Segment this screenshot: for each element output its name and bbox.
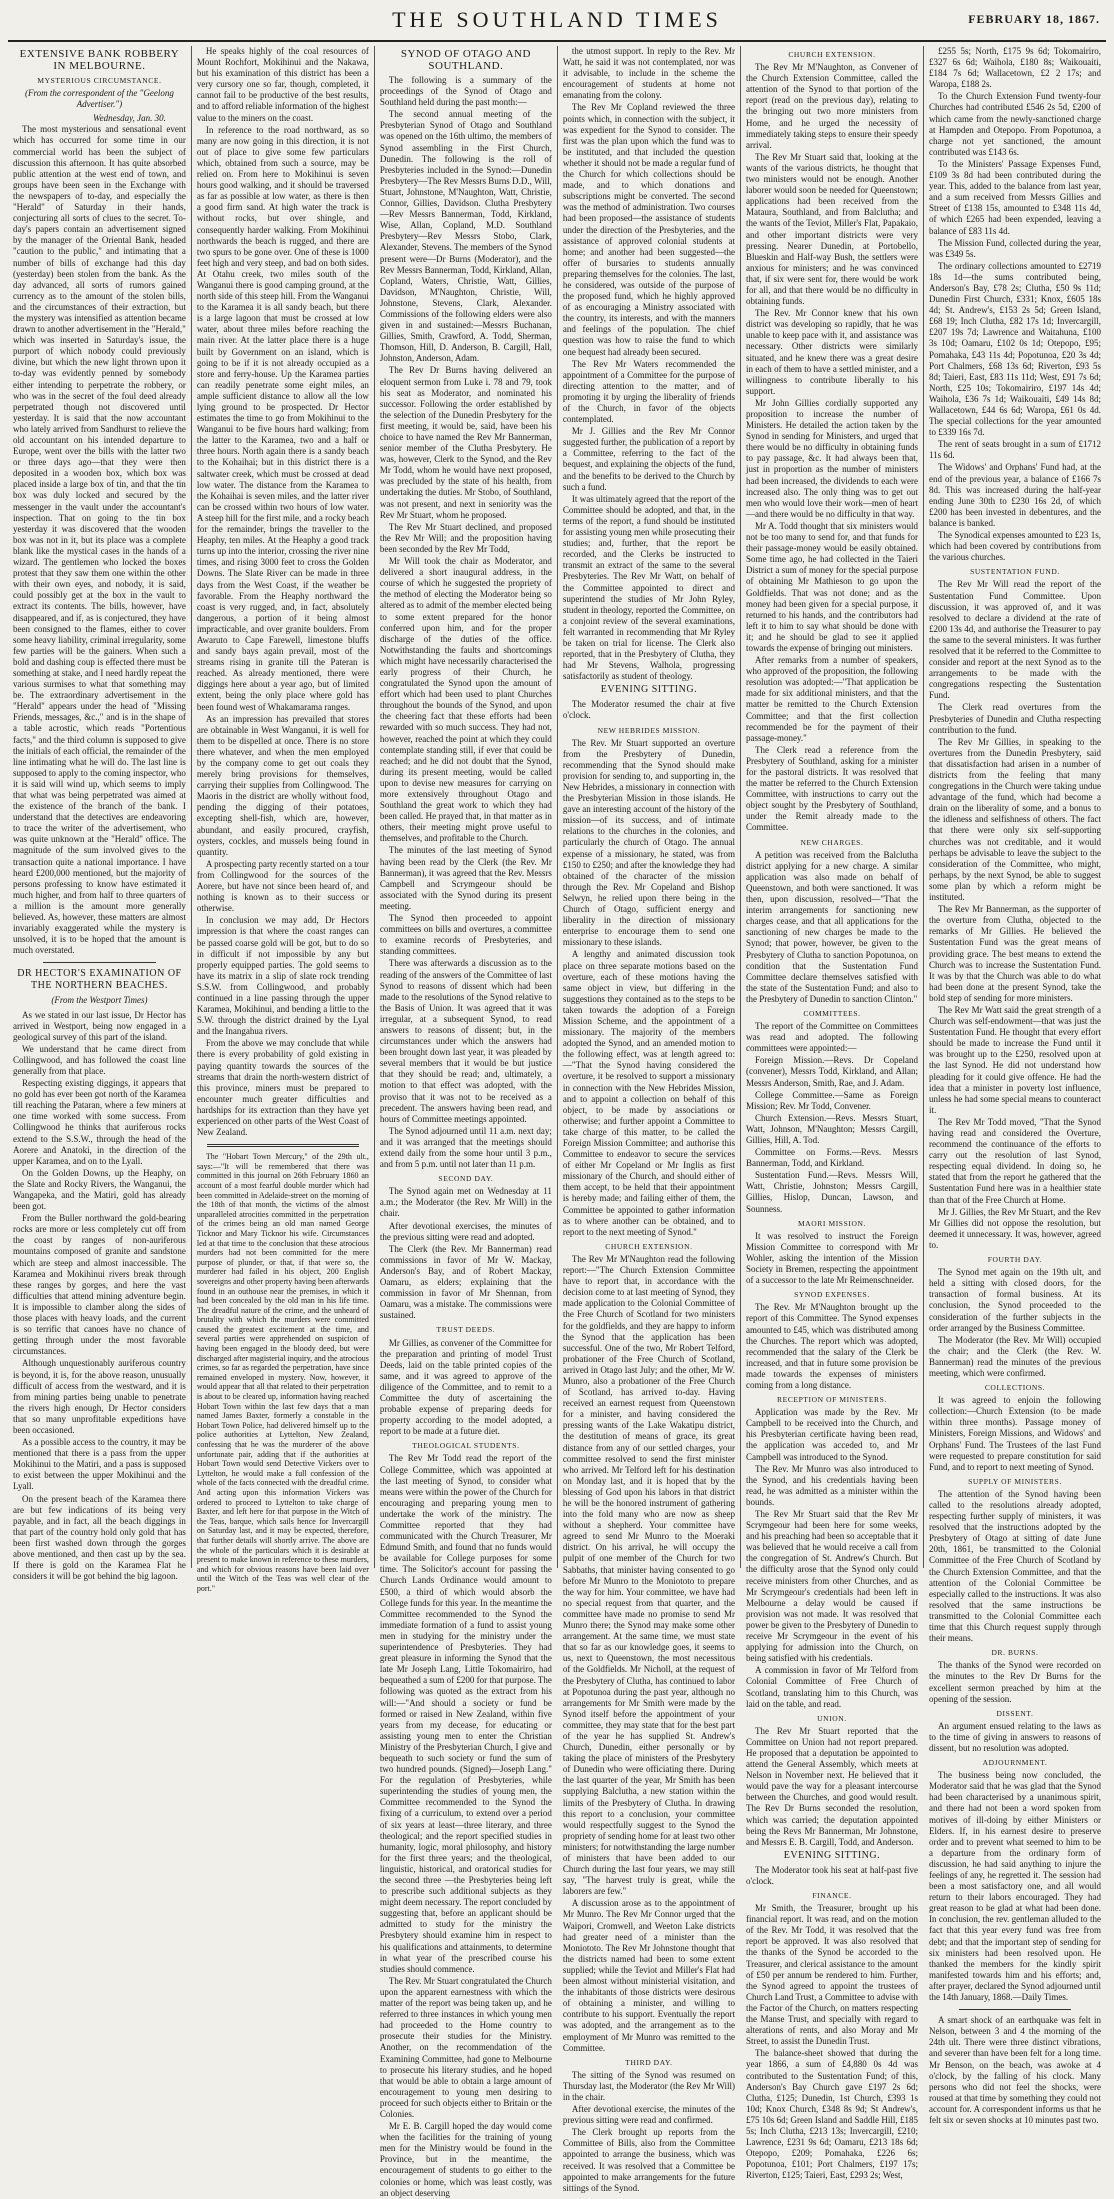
column-2: [191, 46, 374, 1593]
paragraph: The Synod adjourned until 11 a.m. next day; and it was arranged that the meetings should extend daily from the some hour until 3 p.m., and from 5 p.m. until not later than 11 p.m.: [379, 1125, 552, 1170]
paragraph: The Rev Mr Stuart said that, looking at the wants of the various districts, he thought that two ministers would not be enough. Another laborer would soon be needed for Queenstown; applications had been received from the Mataura, Southland, and from Balclutha; and the wants of the Teviot, Miller's Flat, Papakaio, and other important districts were very pressing. Nearer Dunedin, at Portobello, Blueskin and Half-way Bush, the settlers were anxious for ministers; and he was convinced that, if six were sent for, there would be work for all, and that there would be no difficulty in obtaining funds.: [745, 151, 918, 307]
section-subheading: SYNOD EXPENSES.: [794, 1290, 870, 1300]
divider: [959, 2009, 1071, 2010]
article-heading: SYNOD OF OTAGO AND SOUTHLAND.: [400, 48, 531, 72]
paragraph: Mr J. Gillies, the Rev Mr Stuart, and the Rev Mr Gillies did not oppose the resolution, but deemed it unnecessary. It was, however, agreed to.: [928, 1206, 1102, 1250]
paragraph: The Synod again met on Wednesday at 11 a.m.; the Moderator (the Rev. Mr Will) in the chair.: [379, 1186, 552, 1219]
column-4: [557, 46, 740, 2193]
paragraph: The Clerk read a reference from the Presbytery of Southland, asking for a minister for the pastoral districts. It was resolved that the matter be referred to the Church Extension Committee, with instructions to carry out the object sought by the Presbytery of Southland, under the Remit already made to the Committee.: [745, 744, 918, 833]
paragraph: The Synod met again on the 19th ult, and held a sitting with closed doors, for the transaction of formal business. At its conclusion, the Synod proceeded to the consideration of the further subjects in the order arranged by the Business Committee.: [928, 1267, 1102, 1333]
paragraph: The Synod then proceeded to appoint committees on bills and overtures, a committee to examine records of Presbyteries, and standing committees.: [379, 913, 552, 957]
paragraph: The Rev. Mr M'Naughton brought up the report of this Committee. The Synod expenses amounted to £45, which was distributed among the Churches. The report which was adopted, recommended that the salary of the Clerk be increased, and that in future some provision be made towards the expenses of ministers coming from a long distance.: [745, 1302, 918, 1390]
paragraph: Mr Smith, the Treasurer, brought up his financial report. It was read, and on the motion of the Rev. Mr Todd, it was resolved that the report be approved. It was also resolved that the thanks of the Synod be accorded to the Treasurer, and clerical assistance to the amount of £50 per annum be rendered to him. Further, the Synod agreed to appoint the trustees of Church Land Trust, a Committee to advise with the Factor of the Church, on matters respecting the Manse Trust, and specially with regard to alterations of rents, and also Moray and Mr Street, to assist the Dunedin Trust.: [745, 1903, 918, 2047]
article-heading: EXTENSIVE BANK ROBBERY IN MELBOURNE.: [19, 48, 180, 72]
paragraph: The Rev. Mr Munro was also introduced to the Synod, and his credentials having been read, he was admitted as a minister within the bounds.: [745, 1463, 918, 1507]
paragraph: The most mysterious and sensational event which has occurred for some time in our commercial world has been the subject of discussion this afternoon. It has quite absorbed public attention at the west end of town, and groups have been seen in the Exchange with the newspapers of to-day, and especially the "Herald" of Saturday in their hands, conjecturing all sorts of clues to the secret. To-day's papers contain an advertisement signed by the manager of the Oriental Bank, headed "caution to the public," and intimating that a number of bills of exchange had this day (yesterday) been stolen from the bank. As the day advanced, all sorts of rumors gained currency as to the amount of the stolen bills, and the circumstances of their extraction, but the mystery was intensified as attention became drawn to another advertisement in the "Herald," which was inserted in Saturday's issue, the purport of which nobody could previously divine, but which the new light thrown upon it to-day was evidently penned by somebody either intending to perpetrate the robbery, or who was in the secret of the foul deed already perpetrated though not discovered until yesterday. It is said that the now accountant who lately arrived from Sandhurst to relieve the old accountant on his intended departure to Europe, went over the bills with the latter two or three days ago—that they were then deposited in a wooden box, which box was placed inside a large box of tin, and that the tin box was duly locked and secured by the messenger in the vault under the accountant's inspection. That on going to the tin box yesterday it was discovered that the wooden box was not in it, but its place was a complete blank like the mystical cases in the hands of a wizard. The gentlemen who locked the boxes protest that they saw them one within the other with their own eyes, and nobody, it is said, could possibly get at the box in the vault to extract its contents. The bills, however, have disappeared, and if, as is conjectured, they have been consigned to the flames, either to cover some heavy liability, criminal irregularity, some few parties will be the gainers. When such a bold and dashing coup is effected there must be something at stake, and I need hardly repeat the various surmises to what that something may be. The extraordinary advertisement in the "Herald" appears under the head of "Missing Friends, messages, &c.," and is in the shape of a table acrostic, which reads "Portentious facts," and the third column is supposed to give the initials of each official, the remainder of the line intimating what he will do. The last line is supposed to apply to the coming inspector, who it is said will wind up, which seems to imply that what was being perpetrated was aimed at the existence of the branch of the bank. I understand that the detectives are endeavoring to trace the writer of the advertisement, who was quite unknown at the "Herald" office. The magnitude of the sum involved gives to the transaction quite a national importance. I have heard £200,000 mentioned, but the majority of persons professing to know have estimated it much higher, and from half to three quarters of a million is the amount more generally believed. As, however, these matters are almost invariably exaggerated while the mystery is unsolved, it is to be hoped that the amount is much overstated.: [13, 124, 186, 956]
paragraph: As an impression has prevailed that stores are obtainable in West Wanganui, it is well for them to be dispelled at once. There is no store there whatever, and when the men employed by the company come to get out coals they merely bring provisions for themselves, carrying their supplies from Collingwood. The Maoris in the district are wholly without food, pending the digging of their potatoes, excepting shell-fish, which are, however, abundant, and easily procured, crayfish, oysters, cockles, and mussels being found in quantity.: [196, 713, 369, 857]
divider: [43, 962, 156, 963]
paragraph: The Clerk read overtures from the Presbyteries of Dunedin and Clutha respecting contribution to the fund.: [928, 702, 1102, 735]
section-subheading: COLLECTIONS.: [984, 1383, 1046, 1393]
paragraph: A smart shock of an earthquake was felt in Nelson, between 3 and 4 the morning of the 24th ult. There were three distinct vibrations, and severer than have been felt for a long time. Mr Benson, on the beach, was awoke at 4 o'clock, by the falling of his clock. Many persons who did not feel the shocks, were roused at that time by something they could not account for. A correspondent informs us that he felt six or seven shocks at 10 minutes past two.: [928, 2015, 1102, 2125]
paragraph: From the above we may conclude that while there is every probability of gold existing in paying quantity towards the sources of the streams that drain the north-western district of this province, miners must be prepared to encounter much greater difficulties and hardships for its extraction than they have yet experienced on other parts of the West Coast of New Zealand.: [196, 1038, 369, 1138]
paragraph: The Widows' and Orphans' Fund had, at the end of the previous year, a balance of £166 7s 8d. This was increased during the half-year ending June 30th to £230 16s 2d, of which £200 has been invested in debentures, and the balance is banked.: [928, 462, 1102, 528]
paragraph: In conclusion we may add, Dr Hectors impression is that where the coast ranges can be passed coarse gold will be got, but to do so in difficult if not impossible by any but properly equipped parties. The gold seems to have its matrix in a slip of slate rock trending S.S.W. from Collingwood, and probably continued in a line passing through the upper Karamea, Mokihinui, and bending a little to the S.W. through the district drained by the Lyal and the Inangahua rivers.: [196, 915, 369, 1037]
paragraph: As we stated in our last issue, Dr Hector has arrived in Westport, being now engaged in a geological survey of this part of the island.: [13, 1009, 186, 1042]
paragraph: Although unquestionably auriferous country is beyond, it is, for the above reason, unusually difficult of access from the westward, and it is from mining parties being unable to penetrate the rivers high enough, Dr Hector considers that so many unprofitable expeditions have been occasioned.: [13, 1358, 186, 1435]
paragraph: Mr Will took the chair as Moderator, and delivered a short inaugural address, in the course of which he suggested the propriety of the method of electing the Moderator being so altered as to admit of the member elected being to some extent prepared for the honor conferred upon him, and for the proper discharge of the duties of the office. Notwithstanding the faults and shortcomings which might have necessarily characterised the early progress of their Church, he congratulated the Synod upon the amount of effort which had been used to plant Churches throughout the bounds of the Synod, and upon the cheering fact that these efforts had been rewarded with so much success. They had not, however, reached the point at which they could contemplate standing still, if ever that could be reached; and he did not doubt that the Synod, during its present meeting, would be called upon to devise new measures for carrying on more extensively throughout Otago and Southland the great work to which they had been called. He prayed that, in that matter as in others, their meeting might prove useful to themselves, and profitable to the Church.: [379, 556, 552, 844]
section-subheading: MAORI MISSION.: [797, 1218, 866, 1228]
section-subheading: DR. BURNS.: [991, 1648, 1039, 1658]
paragraph: The report of the Committee on Committees was read and adopted. The following committees were appointed:—: [745, 1021, 918, 1054]
paragraph: The Rev. Mr Stuart supported an overture from the Presbytery of Dunedin, recommending that the Synod should make provision for sending to, and supporting in, the New Hebrides, a missionary in connection with the Presbyterian Mission in those islands. He gave an interesting account of the history of the mission—of its success, and of intimate relations to the churches in the colonies, and particularly the church of Otago. The annual expense of a missionary, he stated, was from £150 to £250; and after the knowledge they had obtained of the character of the mission through the Rev. Mr Copeland and Bishop Selwyn, he relied upon there being in the Church of Otago, sufficient energy and liberality in the direction of missionary enterprise to encourage them to send one missionary to these islands.: [562, 737, 735, 948]
masthead: [8, 0, 1106, 42]
paragraph: The rent of seats brought in a sum of £1712 11s 6d.: [928, 439, 1102, 461]
paragraph: The Rev Mr Bannerman, as the supporter of the overture from Clutha, objected to the remarks of Mr Gillies. He believed the Sustentation Fund was the great means of providing grace. The best means to extend the Church was to increase the Sustentation Fund. It was by that the Church was able to do what had been done at the present Synod, take the bold step of sending for more ministers.: [928, 904, 1102, 1003]
paragraph: On the present beach of the Karamea there are but few indications of its being very payable, and in fact, all the beach diggings in that part of the country hold only gold that has been first washed down through the gorges above mentioned, and then cast up by the sea. If there is gold on the Karamea Flat he considers it will be got behind the big lagoon.: [13, 1493, 186, 1582]
section-heading: EVENING SITTING.: [600, 684, 698, 696]
paragraph: It was agreed to enjoin the following collection:—Church Extension (to be made within three months). Passage money of Ministers, Foreign Missions, and Widows' and Orphans' Fund. The Trustees of the last Fund were requested to prepare constitution for said Fund, and to report to next meeting of Synod.: [928, 1395, 1102, 1472]
paragraph: The sitting of the Synod was resumed on Thursday last, the Moderator (the Rev Mr Will) in the chair.: [562, 2069, 735, 2102]
paragraph: College Committee.—Same as Foreign Mission; Rev. Mr Todd, Convener.: [745, 1089, 918, 1111]
paragraph: The Rev Mr Todd read the report of the College Committee, which was appointed at the last meeting of Synod, to consider what means were within the power of the Church for encouraging and preparing young men to undertake the work of the ministry. The Committee reported that they had communicated with the Church Treasurer, Mr Edmund Smith, and found that no funds would be available for College purposes for some time. The Solicitor's account for passing the Church Lands Ordinance would amount to £500, a third of which would absorb the College funds for this year. In the meantime the Committee recommended to the Synod the immediate formation of a fund to assist young men in studying for the ministry under the superintendence of Presbyteries. They had great pleasure in informing the Synod that the late Mr Joseph Lang, Little Tokomairiro, had bequeathed a sum of £200 for that purpose. The following was quoted as the extract from his will:—"And should a society or fund be formed or raised in New Zealand, within five years from my decease, for educating or assisting young men to enter the Christian Ministry of the Presbyterian Church, I give and bequeath to such society or fund the sum of two hundred pounds. (Signed)—Joseph Lang." For the regulation of Presbyteries, while superintending the studies of young men, the Committee recommended to the Synod the fixing of a curriculum, to extend over a period of six years at least—three literary, and three theological; and the report specified studies in humanity, logic, moral philosophy, and history for the first three years; and the theological, linguistic, historical, and oratorical studies for the second three —the Presbyteries being left to prescribe such additional subjects as they might deem necessary. The report concluded by suggesting that, before an applicant should be admitted to study for the ministry the Presbytery should examine him in respect to his qualifications and attainments, to determine in what year of the prescribed course his studies should commence.: [379, 1453, 552, 1974]
section-subheading: TRUST DEEDS.: [436, 1325, 496, 1335]
section-subheading: SUPPLY OF MINISTERS.: [968, 1476, 1062, 1486]
paragraph: The Rev Dr Burns having delivered an eloquent sermon from Luke i. 78 and 79, took his seat as Moderator, and nominated his successor. Following the order established by the selection of the Dunedin Presbytery for the first meeting, it would be, said, have been his choice to have named the Rev Mr Bannerman, senior member of the Clutha Presbytery. He was, however, Clerk to the Synod, and the Rev Mr Todd, whom he would have next proposed, was precluded by the state of his health, from undertaking the duties. Mr Stobo, of Southland, was not present, and next in seniority was the Rev Mr Stuart, whom he proposed.: [379, 365, 552, 520]
paragraph: He speaks highly of the coal resources of Mount Rochfort, Mokihinui and the Nakawa, but his examination of this district has been a very cursory one so far, though, completed, it cannot fail to be productive of the best results, and to afford reliable information of the highest value to the miners on the coast.: [196, 46, 369, 123]
paragraph: The Rev Mr Todd moved, "That the Synod having read and considered the Overture, recommend the continuance of the efforts to carry out the resolution of last Synod, respecting equal dividend. In doing so, he stated that from the report he gathered that the Sustentation Fund here was in a healthier state than that of the Free Church at Home.: [928, 1116, 1102, 1205]
section-subheading: UNION.: [817, 1713, 847, 1723]
dateline: Wednesday, Jan. 30.: [92, 113, 166, 124]
paragraph: Application was made by the Rev. Mr Campbell to be received into the Church, and his Presbyterian certificate having been read, the application was acceded to, and Mr Campbell was introduced to the Synod.: [745, 1407, 918, 1462]
section-subheading: CHURCH EXTENSION.: [605, 1241, 693, 1251]
columns: [8, 46, 1106, 2198]
section-subheading: CHURCH EXTENSION.: [788, 50, 876, 59]
masthead-date: FEBRUARY 18, 1867.: [968, 12, 1100, 26]
paragraph: The Rev Mr Stuart said that the Rev Mr Scrymgeour had been here for some weeks, and his preaching had been so acceptable that it was believed that he would receive a call from the congregation of St. Andrew's Church. But the difficulty arose that the Synod only could receive ministers from other Churches, and as Mr Scrymgeour's credentials had been left in Melbourne a delay would be caused if provision was not made. It was resolved that power be given to the Presbytery of Dunedin to receive Mr Scrymgeour in the event of his applying for admission into the Church, on being satisfied with his credentials.: [745, 1509, 918, 1664]
section-subheading: FINANCE.: [812, 1891, 852, 1900]
paragraph: Sustentation Fund.—Revs. Messrs Will, Watt, Christie, Johnston; Messrs Cargill, Gillies, Hislop, Duncan, Lawson, and Sounness.: [745, 1170, 918, 1214]
paragraph: After remarks from a number of speakers, who approved of the proposition, the following resolution was adopted:—"That application be made for six additional ministers, and that the matter be remitted to the Church Extension Committee; and that the first collection recommended be for the payment of their passage-money.": [745, 655, 918, 743]
paragraph: The Moderator (the Rev. Mr Will) occupied the chair; and the Clerk (the Rev. W. Bannerman) read the minutes of the previous meeting, which were confirmed.: [928, 1334, 1102, 1378]
paragraph: The Rev. Mr Stuart congratulated the Church upon the apparent earnestness with which the matter of the report was being taken up, and he referred to three instances in which young men had proceeded to the Home country to prosecute their studies for the Ministry. Another, on the recommendation of the Examining Committee, had gone to Melbourne to prosecute his literary studies, and he hoped that would be able to obtain a large amount of encouragement to young men desiring to proceed for such objects either to Britain or the Colonies.: [379, 1975, 552, 2119]
paragraph: To the Ministers' Passage Expenses Fund, £109 3s 8d had been contributed during the year. This, added to the balance from last year, and a sum received from Messrs Gillies and Street of £138 15s, amounted to £348 11s 4d, of which £265 had been expended, leaving a balance of £83 11s 4d.: [928, 158, 1102, 236]
section-subheading: THIRD DAY.: [625, 2057, 673, 2067]
section-subheading: DISSENT.: [996, 1708, 1034, 1718]
paragraph: The second annual meeting of the Presbyterian Synod of Otago and Southland was opened on the 16th ultimo, the members of Synod assembling in the First Church, Dunedin. The following is the roll of Presbyteries included in the Synod:—Dunedin Presbytery—The Rev Messrs Burns D.D., Will, Stuart, Johnstone, M'Naughton, Watt, Christie, Connor, Gillies, Davidson. Clutha Presbytery—Rev Messrs Bannerman, Todd, Kirkland, Wise, Allan, Copland, M.D. Southland Presbytery—Rev Messrs Stobo, Clark, Alexander, Stevens. The members of the Synod present were—Dr Burns (Moderator), and the Rev Messrs Bannerman, Todd, Kirkland, Allan, Copland, Waters, Christie, Watt, Gillies, Davidson, M'Naughton, Christie, Will, Johnstone, Stevens, Clark, Alexander. Commissions of the following elders were also given in and sustained:—Messrs Buchanan, Gillies, Smith, Crawford, A. Todd, Sherman, Thomson, Hill, D. Anderson, B. Cargill, Hall, Johnston, Anderson, Adam.: [379, 109, 552, 364]
paragraph: In reference to the road northward, as so many are now going in this direction, it is not out of place to give some few particulars which, obtained from such a source, may be relied on. From here to Mokihinui is seven hours good walking, and it should be traversed as far as possible at low water, as there is then a good firm sand. At high water the track is without rocks, but over shingle, and consequently harder walking. From Mokihinui northwards the beach is rugged, and there are two spurs to be gone over. One of these is 1000 feet high and very steep, and bad on both sides. At Otahu creek, two miles south of the Wanganui there is good camping ground, at the north side of this steep hill. From the Wanganui to the Karamea it is all sandy beach, but there is a large lagoon that must be crossed at low water, about three miles before reaching the main river. At the latter place there is a huge built by Government on an island, which is going to be if it is not already occupied as a store and ferry-house. Up the Karamea parties can readily penetrate some eight miles, an ample sufficient distance to allow all the low lying ground to be prospected. Dr Hector estimates the time to go from Mokihinui to the Wanganui to be five hours hard walking; from the latter to the Karamea, two and a half or three hours. North again there is a sandy beach to the Kohaihai; but in this district there is a saltwater creek, which must be crossed at dead low water. The distance from the Karamea to the Kohaihai is seven miles, and the latter river can be crossed within two hours of low water. A steep hill for the first mile, and a rocky beach for the remainder, brings the traveller to the Heaphy, ten miles. At the Heaphy a good track turns up into the interior, crossing the river nine times, and rising 3000 feet to cross the Golden Downs. The Slate River can be made in three days from the West Coast, if the weather be favorable. From the Heaphy northward the coast is very rugged, and, in fact, absolutely dangerous, a portion of it being almost impracticable, and over granite boulders. From Awaruto to Cape Farewell, limestone bluffs and sandy bays again prevail, most of the streams rising in granite till the Pateran is reached. As already mentioned, there were diggings here about a year ago, but of limited extent, being the only place where gold has been found west of Whakamarama ranges.: [196, 124, 369, 712]
paragraph: The Rev Mr Gillies, in speaking to the overtures from the Dunedin Presbytery, said that dissatisfaction had arisen in a number of districts from the feeling that many congregations in the Church were taking undue advantage of the fund, which had become a drain on the liberality of some, and a bonus to the idleness and selfishness of others. The fact that there were only six self-supporting churches was not creditable, and it would perhaps be advisable to leave the subject to the consideration of the Committee, who might, perhaps, by the next Synod, be able to suggest some plan by which a reform might be instituted.: [928, 736, 1102, 903]
section-subheading: THEOLOGICAL STUDENTS.: [412, 1441, 520, 1451]
section-subheading: SECOND DAY.: [438, 1174, 494, 1184]
paragraph: The Clerk brought up reports from the Committee of Bills, also from the Committee appointed to arrange the business, which was received. It was resolved that a Committee be appointed to make arrangements for the future sittings of the Synod.: [562, 2127, 735, 2193]
paragraph: The Rev. Mr Connor knew that his own district was developing so rapidly, that he was unable to keep pace with it, and assistance was necessary. Other districts were similarly situated, and he knew there was a great desire in each of them to have a settled minister, and a willingness to contribute liberally to his support.: [745, 308, 918, 396]
paragraph: To the Church Extension Fund twenty-four Churches had contributed £546 2s 5d, £200 of which came from the newly-sanctioned charge at Hampden and Otepopo. From Popotunoa, a charge not yet sanctioned, the amount contributed was £143 6s.: [928, 91, 1102, 157]
section-subheading: ADJOURNMENT.: [982, 1758, 1048, 1768]
article-subheading: MYSTERIOUS CIRCUMSTANCE.: [37, 76, 162, 85]
paragraph: The "Hobart Town Mercury," of the 29th ult., says:—"It will be remembered that there was committed in this journal on 26th February 1860 an account of a most fearful double murder which had been committed in Adelaide-street on the morning of the 18th of that month, the victims of the almost unparalleled atrocities committed in the perpetration of the crimes being an old man named George Ticknor and Mary Ticknor his wife. Circumstances led at that time to the conclusion that these atrocious murders had not been committed for the mere purpose of plunder, or that, if that were so, the murderer had failed in his object, 200 English sovereigns and other property having been afterwards found in an outhouse near the premises, in which it had been concealed by the old man in his life time. The dreadful nature of the crime, and the unheard of brutality with which the murders were committed caused the greatest excitement at the time, and several parties were apprehended on suspicion of having been engaged in the bloody deed, but were discharged after magisterial inquiry, and the atrocious crimes, so far as regarded the perpetration, have since remained enveloped in mystery. Now, however, it would appear that all that related to their perpetration is about to be cleared up, information having reached Hobart Town within the last few days that a man named James Baxter, formerly a constable in the Hobart Town Police, had delivered himself up to the police authorities at Lyttelton, New Zealand, confessing that he was the murderer of the above unfortunate pair, adding that if the authorities at Hobart Town would send Detective Vickers over to Lyttelton, he would make a full confession of the whole of the facts connected with the dreadful crime. And acting upon this information Vickers was ordered to proceed to Lyttelton to take charge of Baxter, and left here for that purpose in the Witch of the Teas, barque, which sails hence for Invercargill on Saturday last, and it may be expected, therefore, that further details will shortly arrive. The above are the whole of the particulars which it is desirable at present to make known in reference to these murders, and which for obvious reasons have been laid over until the Witch of the Teas was well clear of the port.": [196, 1152, 369, 1593]
paragraph: The Rev Mr Waters recommended the appointment of a Committee for the purpose of directing attention to the matter, and of promoting it by urging the liberality of friends of the Church, in favor of the objects contemplated.: [562, 358, 735, 425]
paragraph: From the Buller northward the gold-bearing rocks are more or less completely cut off from the coast by ranges of non-auriferous mountains composed of granite and sandstone which are steep and almost inaccessible. The Karamea and Mokihinui rivers break through these ranges by gorges, and here the vast difficulties that attend mining adventure begin. It is impossible to clamber along the sides of those places with heavy loads, and the current is so terrific that canoes have no chance of getting through under the most favorable circumstances.: [13, 1213, 186, 1357]
section-subheading: SUSTENTATION FUND.: [970, 567, 1060, 577]
paragraph: The Mission Fund, collected during the year, was £349 5s.: [928, 237, 1102, 259]
paragraph: The Rev Mr M'Naughton, as Convener of the Church Extension Committee, called the attention of the Synod to that portion of the report (read on the previous day), relating to the bringing out two more ministers from Home, and he urged the necessity of immediately taking steps to ensure their speedy arrival.: [745, 62, 918, 150]
paragraph: The balance-sheet showed that during the year 1866, a sum of £4,880 0s 4d was contributed to the Sustentation Fund; of this, Anderson's Bay Church gave £197 2s 6d; Clutha, £125; Dunedin, 1st Church, £393 1s 10d; Knox Church, £348 8s 9d; St Andrew's, £75 10s 6d; Green Island and Saddle Hill, £185 5s; Inch Clutha, £213 13s; Invercargill, £210; Lawrence, £231 9s 6d; Oamaru, £213 18s 6d; Otepopo, £209; Pomahaka, £226 6s; Popotunoa, £101; Port Chalmers, £197 17s; Riverton, £125; Taieri, East, £293 2s; West,: [745, 2048, 918, 2181]
masthead-title: THE SOUTHLAND TIMES: [392, 7, 722, 32]
paragraph: Mr A. Todd thought that six ministers would not be too many to send for, and that funds for their passage-money would be easily obtained. Some time ago, he had collected in the Taieri District a sum of money for the special purpose of obtaining Mr Mathieson to go upon the Goldfields. That was not done; and as the money had been given for a special purpose, it returned to his hands, and the contributors had left it to him to say what should be done with it; and he should be glad to see it applied towards the expense of bringing out ministers.: [745, 520, 918, 653]
column-1: [8, 46, 191, 1582]
paragraph: Respecting existing diggings, it appears that no gold has ever been got north of the Karamea till reaching the Pataran, where a few miners at one time worked with some success. From Collingwood he thinks that auriferous rocks extend to the S.S.W., through the head of the Aorere and Anatoki, in the direction of the upper Karamea, and on to the Lyall.: [13, 1078, 186, 1166]
paragraph: As a possible access to the country, it may be mentioned that there is a pass from the upper Mokihinui to the Matiri, and a pass is supposed to exist between the upper Mokihinui and the Lyall.: [13, 1437, 186, 1492]
section-subheading: COMMITTEES.: [803, 1008, 861, 1018]
paragraph: The Clerk (the Rev. Mr Bannerman) read commissions in favor of Mr W. Mackay, Anderson's Bay, and of Robert Mackay, Oamaru, as elders; explaining that the commission in favor of Mr Shennan, from Oamaru, was a mistake. The commissions were sustained.: [379, 1243, 552, 1321]
paragraph: The thanks of the Synod were recorded on the minutes to the Rev Dr Burns for the excellent sermon preached by him at the opening of the session.: [928, 1660, 1102, 1704]
paragraph: Committee on Forms.—Revs. Messrs Bannerman, Todd, and Kirkland.: [745, 1147, 918, 1169]
section-heading: EVENING SITTING.: [783, 1849, 881, 1861]
paragraph: Church Extension.—Revs. Messrs Stuart, Watt, Johnson, M'Naughton; Messrs Cargill, Gillies, Hill, A. Tod.: [745, 1112, 918, 1145]
paragraph: It was ultimately agreed that the report of the Committee should be adopted, and that, in the terms of the report, a fund should be instituted for assisting young men while prosecuting their studies; and, further, that the report be recorded, and the Clerks be instructed to transmit an extract of the same to the several Presbyteries. The Rev Mr Watt, on behalf of the Committee appointed to direct and superintend the studies of Mr John Ryley, student in theology, reported the Committee, on a conjoint review of the several examinations, felt warranted in recommending that Mr Ryley be taken on trial for license. The Clerk also reported, that in the Presbytery of Clutha, they had Mr Stevens, Walhola, progressing satisfactorily as student of theology.: [562, 493, 735, 682]
paragraph: We understand that he came direct from Collingwood, and has followed the coast line generally from that place.: [13, 1043, 186, 1076]
paragraph: The Moderator resumed the chair at five o'clock.: [562, 699, 735, 721]
paragraph: The following is a summary of the proceedings of the Synod of Otago and Southland held during the past month:—: [379, 75, 552, 108]
section-subheading: FOURTH DAY.: [987, 1255, 1043, 1265]
column-6: [923, 46, 1106, 2125]
divider: [207, 1144, 359, 1147]
paragraph: An argument ensued relating to the laws as to the time of giving in answers to reasons of dissent, but no resolution was adopted.: [928, 1720, 1102, 1753]
paragraph: A discussion arose as to the appointment of Mr Munro. The Rev Mr Connor urged that the Waipori, Cromwell, and Weeton Lake districts had greater need of a minister than the Moniototo. The Rev Mr Johnstone thought that the districts named had been to some extent supplied; while the Teviot and Miller's Flat had been almost without ministerial visitation, and the inhabitants of those districts were desirous of obtaining a minister, and willing to contribute to his support. Eventually the report was adopted, and the arrangement as to the employment of Mr Munro was remitted to the Committee.: [562, 1898, 735, 2053]
paragraph: A commission in favor of Mr Telford from Colonial Committee of Free Church of Scotland, translating him to this Church, was laid on the table, and read.: [745, 1665, 918, 1709]
paragraph: The Rev Mr Stuart reported that the Committee on Union had not report prepared. He proposed that a deputation be appointed to attend the General Assembly, which meets at Nelson in November next. He believed that it would pave the way for a pleasant intercourse between the Churches, and good would result. The Rev Dr Burns seconded the resolution, which was carried; the deputation appointed being the Revs Mr Bannerman, Mr Johnstone, and Messrs E. B. Cargill, Todd, and Anderson.: [745, 1725, 918, 1847]
article-source: (From the correspondent of the "Geelong Advertiser."): [25, 88, 174, 110]
paragraph: The Synodical expenses amounted to £23 1s, which had been covered by contributions from the various churches.: [928, 530, 1102, 563]
paragraph: The Rev Mr Copland reviewed the three points which, in connection with the subject, it was expedient for the Synod to consider. The first was the plan upon which the fund was to be instituted, and that included the question whether it should not be made a regular fund of the Church for which collections should be made, and to which donations and subscriptions might be converted. The second was the method of administration. Two courses had been proposed—the assistance of students under the direction of the Presbyteries, and the assistance of approved colonial students at home; and another had been suggested—the offer of bursaries to students annually preparing themselves for the colonies. The last, he considered, was outside of the purpose of the proposed fund, which he highly approved of as encouraging a Ministry associated with the country, its interests, and with the manners and feelings of the population. The chief question was how to raise the fund to which one bequest had already been secured.: [562, 102, 735, 357]
paragraph: Mr E. B. Cargill hoped the day would come when the facilities for the training of young men for the Ministry would be found in the Province, but in the meantime, the encouragement of students to go either to the colonies or home, which was least costly, was an object deserving: [379, 2121, 552, 2198]
paragraph: Mr Gillies, as convener of the Committee for the preparation and printing of model Trust Deeds, laid on the table printed copies of the same, and it was agreed to approve of the diligence of the Committee, and to remit to a Committee the duty of ascertaining the probable expense of preparing deeds for property according to the model adopted, a report to be made at a future diet.: [379, 1337, 552, 1437]
paragraph: The Rev Mr Watt said the great strength of a Church was self-endowment—that was just the Sustentation Fund. He thought that every effort should be made to increase the Fund until it was brought up to the £250, resolved upon at the last Synod. He did not understand how pleading for it could give offence. He had the idea that a minister in poverty lost influence, unless he had some special means to counteract it.: [928, 1004, 1102, 1115]
column-5: [740, 46, 923, 2181]
paragraph: It was resolved to instruct the Foreign Mission Committee to correspond with Mr Wohler, asking the intention of the Mission Society in Bremen, respecting the appointment of a successor to the late Mr Reimenschneider.: [745, 1230, 918, 1286]
paragraph: After devotional exercises, the minutes of the previous sitting were read and adopted.: [379, 1220, 552, 1242]
paragraph: Foreign Mission.—Revs. Dr Copeland (convener), Messrs Todd, Kirkland, and Allan; Messrs Anderson, Smith, Rae, and J. Adam.: [745, 1055, 918, 1088]
paragraph: the utmost support. In reply to the Rev. Mr Watt, he said it was not contemplated, nor was it advisable, to include in the scheme the encouragement of students at home not emanating from the colony.: [562, 46, 735, 101]
paragraph: On the Golden Downs, up the Heaphy, on the Slate and Rocky Rivers, the Wanganui, the Wangapeka, and the Matiri, gold has already been got.: [13, 1167, 186, 1212]
paragraph: £255 5s; North, £175 9s 6d; Tokomairiro, £327 6s 6d; Waihola, £180 8s; Waikouaiti, £184 7s 6d; Wallacetown, £2 2 17s; and Waropa, £188 2s.: [928, 46, 1102, 90]
paragraph: The Rev Mr Stuart declined, and proposed the Rev Mr Will; and the proposition having been seconded by the Rev Mr Todd,: [379, 521, 552, 554]
paragraph: The Moderator took his seat at half-past five o'clock.: [745, 1864, 918, 1886]
paragraph: Mr John Gillies cordially supported any proposition to increase the number of Ministers. He detailed the action taken by the Synod in sending for Ministers, and urged that there would be no difficulty in obtaining funds to pay passage, &c. It had always been that, just in proportion as the number of ministers had been increased, the dividends to each were increased also. The only thing was to get out men who would love their work—men of heart—and there would be no difficulty in that way.: [745, 397, 918, 519]
paragraph: A lengthy and animated discussion took place on three separate motions based on the overture, each of these motions having the same object in view, but differing in the suggestions they contained as to the steps to be taken towards the adoption of a Foreign Mission Scheme, and the appointment of a missionary. The majority of the members adopted the Synod, and an amended motion to the following effect, was at length agreed to:—"That the Synod having considered the overture, it be resolved to support a missionary in connection with the New Hebrides Mission, and to appoint a collection on behalf of this object, to be made by associations or otherwise; and further appoint a Committee to take charge of this matter, to be called the Foreign Mission Committee; and authorise this Committee to endeavor to secure the services of either Mr Copeland or Mr Inglis as first missionary of the Church, and should either of them accept, to be held that their appointment is hereby made; and failing either of them, the Committee be appointed to gather information as to where another can be obtained, and to report to the next meeting of Synod.": [562, 949, 735, 1237]
paragraph: There was afterwards a discussion as to the reading of the answers of the Committee of last Synod to reasons of dissent which had been made to the resolutions of the Synod relative to the Basis of Union. It was agreed that it was irregular, at a subsequent Synod, to read answers to reasons of dissent; but, in the circumstances under which the answers had been brought down last year, it was pleaded by several members that it would be but justice that they should be read; and, ultimately, a motion to that effect was adopted, with the proviso that it was not to be received as a precedent. The answers having been read, and hours of Committee meetings appointed.: [379, 958, 552, 1124]
paragraph: Mr J. Gillies and the Rev Mr Connor suggested further, the publication of a report by a Committee, referring to the fact of the bequest, and explaining the objects of the fund, and the benefits to be derived to the Church by such a fund.: [562, 426, 735, 492]
paragraph: After devotional exercise, the minutes of the previous sitting were read and confirmed.: [562, 2104, 735, 2126]
column-3: [374, 46, 557, 2198]
section-subheading: NEW CHARGES.: [800, 837, 864, 847]
paragraph: The minutes of the last meeting of Synod having been read by the Clerk (the Rev. Mr Bannerman), it was agreed that the Rev. Messrs Campbell and Scrymgeour should be associated with the Synod during its present meeting.: [379, 845, 552, 911]
article-source: (From the Westport Times): [51, 995, 148, 1006]
paragraph: The Rev Mr M'Naughton read the following report:—"The Church Extension Committee have to report that, in accordance with the decision come to at last meeting of Synod, they made application to the Colonial Committee of the Free Church of Scotland for two ministers for the goldfields, and they are happy to inform the Synod that the application has been successful. One of the two, Mr Robert Telford, probationer of the Free Church of Scotland, arrived in Otago last July; and the other, Mr W. Munro, also a probationer of the Free Church of Scotland, has arrived to-day. Having received an earnest request from Queenstown for a minister, and having considered the pressing wants of the Lake Wakatipu district, the destitution of means of grace, its great distance from any of our settled charges, your committee resolved to send the first minister who arrived. Mr Telford left for his destination on Monday last, and it is hoped that by the blessing of God upon his labors in that district he will be the honored instrument of gathering into the fold many who are now as sheep without a shepherd. Your committee have agreed to send Mr Munro to the Moeraki district. On his arrival, he will occupy the pulpit of one member of the Church for two Sabbaths, that minister having consented to go before Mr Munro to the Moniototo to prepare the way for him. Your committee, we have had no special request from that quarter, and the committee have made no promise to send Mr Munro there; the Synod may make some other arrangement. At the same time, we must state that so far as our knowledge goes, it seems to us, next to Queenstown, the most necessitous of the Goldfields. Mr Nicholl, at the request of the Presbytery of Clutha, has continued to labor at Popotunoa during the past year, although no arrangements for Mr Smith were made by the Synod itself before the appointment of your committee, they may state that for the best part of the year he has supplied St. Andrew's Church, Dunedin, either personally or by taking the place of ministers of the Presbytery of Dunedin who were officiating there. During the last quarter of the year, Mr Smith has been supplying Balclutha, a new station within the limits of the Presbytery of Clutha. In drawing this report to a conclusion, your committee would respectfully suggest to the Synod the propriety of sending home for at least two other ministers; for notwithstanding the large number of ministers that have been added to our Church during the last four years, we may still say, "The harvest truly is great, while the laborers are few.": [562, 1253, 735, 1897]
section-subheading: RECEPTION OF MINISTERS.: [777, 1395, 887, 1405]
paragraph: The business being now concluded, the Moderator said that he was glad that the Synod had been characterised by a unanimous spirit, and there had not been a word spoken from motives of ill-doing by either Ministers or Elders. If, in his earnest desire to preserve order and to prevent what seemed to him to be a departure from the ordinary form of discussion, he had said anything to injure the feelings of any, he regretted it. The session had been a most satisfactory one, and all would return to their labors encouraged. They had great reason to be glad at what had been done. In conclusion, the rev. gentleman alluded to the fact that this year every fund was free from debt; and that the important step of sending for six ministers had been resolved upon. He thanked the members for the kindly spirit manifested towards him and his efforts; and, after prayer, declared the Synod adjourned until the 14th January, 1868.—Daily Times.: [928, 1770, 1102, 2003]
paragraph: The ordinary collections amounted to £2719 18s 1d—the sums contributed being, Anderson's Bay, £78 2s; Clutha, £50 9s 11d; Dunedin First Church, £331; Knox, £605 18s 4d; St. Andrew's, £153 2s 5d; Green Island, £68 19; Inch Clutha, £82 17s 1d; Invercargill, £207 19s 7d; Lawrence and Waitahuna, £100 3s 10d; Oamaru, £102 0s 1d; Otepopo, £95; Pomahaka, £43 11s 4d; Popotunoa, £20 3s 4d; Port Chalmers, £68 13s 6d; Riverton, £93 5s 8d; Taieri, East, £83 11s 11d; West, £91 7s 6d; North, £25 10s; Tokomairiro, £197 14s 4d; Waihola, £36 7s 1d; Waikouaiti, £49 14s 8d; Wallacetown, £44 6s 6d; Waropa, £61 0s 4d. The special collections for the year amounted to £339 16s 7d.: [928, 260, 1102, 438]
section-subheading: NEW HEBRIDES MISSION.: [597, 725, 701, 735]
paragraph: A prospecting party recently started on a tour from Collingwood for the sources of the Aorere, but have not since been heard of, and nothing is known as to their success or otherwise.: [196, 858, 369, 914]
paragraph: The attention of the Synod having been called to the resolutions already adopted, respecting further supply of ministers, it was resolved that the instructions adopted by the Presbytery of Otago at sitting of date June 20th, 1861, be transmitted to the Colonial Committee of the Free Church of Scotland by the Church Extension Committee, and that the attention of the Colonial Committee be especially called to the instructions. It was also resolved that the same instructions be transmitted to the Colonial Committee each time that this Church request supply through their means.: [928, 1488, 1102, 1644]
paragraph: The Rev Mr Will read the report of the Sustentation Fund Committee. Upon discussion, it was approved of, and it was resolved to declare a dividend at the rate of £200 13s 4d, and authorise the Treasurer to pay the same to the several ministers. It was further resolved that it be referred to the Committee to consider and report at the next Synod as to the arrangements to be made with the congregations respecting the Sustentation Fund.: [928, 579, 1102, 701]
paragraph: A petition was received from the Balclutha district applying for a new charge. A similar application was also made on behalf of Queenstown, and both were sanctioned. It was then, upon discussion, resolved—"That the interim arrangements for sanctioning new charges cease, and that all applications for the sanctioning of new charges be made to the Synod; that power, however, be given to the Presbytery of Clutha to sanction Popotunoa, on condition that the Sustentation Fund Committee declare themselves satisfied with the state of the Sustentation Fund; and also to the Presbytery of Dunedin to sanction Clinton.": [745, 849, 918, 1004]
article-heading: DR HECTOR'S EXAMINATION OF THE NORTHERN BEACHES.: [17, 968, 182, 992]
